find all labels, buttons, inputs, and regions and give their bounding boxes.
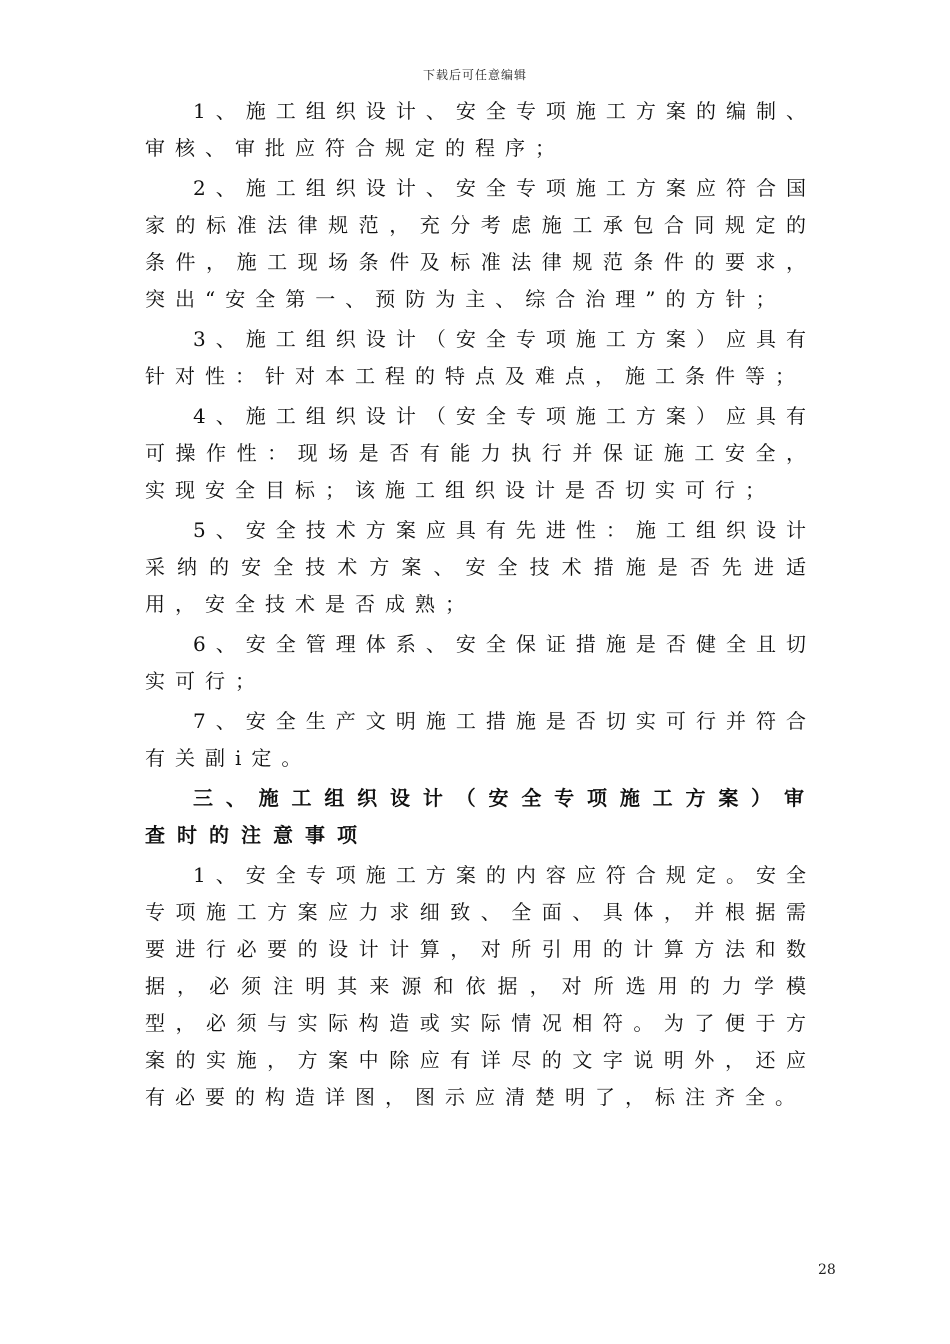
paragraph-1: 1、施工组织设计、安全专项施工方案的编制、审核、审批应符合规定的程序； xyxy=(145,99,816,160)
paragraph-5: 5、安全技术方案应具有先进性：施工组织设计采纳的安全技术方案、安全技术措施是否先进适用，安全技术是否成熟； xyxy=(145,518,816,616)
section-paragraph-1: 1、安全专项施工方案的内容应符合规定。安全专项施工方案应力求细致、全面、具体，并根据需要进行必要的设计计算，对所引用的计算方法和数据，必须注明其来源和依据，对所选用的力学模型，必须与实际构造或实际情况相符。为了便于方案的实施，方案中除应有详尽的文字说明外，还应有必要的构造详图，图示应清楚明了，标注齐全。 xyxy=(145,863,816,1109)
page-header: 下载后可任意编辑 xyxy=(422,68,527,82)
paragraph-6: 6、安全管理体系、安全保证措施是否健全且切实可行； xyxy=(145,632,816,693)
paragraph-2: 2、施工组织设计、安全专项施工方案应符合国家的标准法律规范，充分考虑施工承包合同规定的条件，施工现场条件及标准法律规范条件的要求，突出“安全第一、预防为主、综合治理”的方针； xyxy=(145,176,816,311)
section-heading: 三、施工组织设计（安全专项施工方案）审查时的注意事项 xyxy=(145,786,816,847)
paragraph-3: 3、施工组织设计（安全专项施工方案）应具有针对性：针对本工程的特点及难点，施工条件等； xyxy=(145,327,816,388)
paragraph-7: 7、安全生产文明施工措施是否切实可行并符合有关副i定。 xyxy=(145,709,816,770)
document-body xyxy=(145,93,816,1119)
page-number: 28 xyxy=(818,1262,836,1278)
paragraph-4: 4、施工组织设计（安全专项施工方案）应具有可操作性：现场是否有能力执行并保证施工安全，实现安全目标；该施工组织设计是否切实可行； xyxy=(145,404,816,502)
